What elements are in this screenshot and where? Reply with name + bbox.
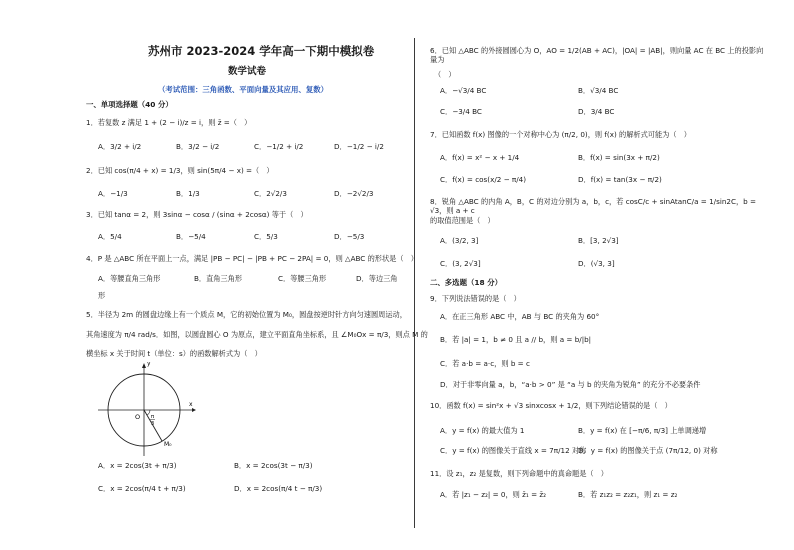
y-axis-arrow [142,363,146,368]
question-5-line-2: 其角速度为 π/4 rad/s．如图，以圆盘圆心 O 为原点，建立平面直角坐标系，且 ∠M₀Ox = π/3，则点 M 的 [86,330,428,339]
x-axis-arrow [192,408,196,412]
q2-option-c[interactable]: C．2√2/3 [254,189,287,198]
q9-option-d[interactable]: D．对于非零向量 a，b，“a·b > 0” 是 “a 与 b 的夹角为锐角” 的充分不必要条件 [440,380,701,389]
q11-option-b[interactable]: B．若 z₁z₂ = z₂z₁，则 z₁ = z₂ [578,490,678,499]
question-6-line-2: （ ） [434,70,456,79]
q3-option-c[interactable]: C．5/3 [254,232,278,241]
q10-option-b[interactable]: B．y = f(x) 在 [−π/6, π/3] 上单调递增 [578,426,707,435]
q5-circle-figure [96,362,196,458]
q7-option-b[interactable]: B．f(x) = sin(3x + π/2) [578,153,660,162]
q7-option-a[interactable]: A．f(x) = x² − x + 1/4 [440,153,520,162]
exam-scope: （考试范围：三角函数、平面向量及其应用、复数） [158,85,328,94]
question-4-stem: 4．P 是 △ABC 所在平面上一点，满足 |PB − PC| − |PB + PC − 2PA| = 0，则 △ABC 的形状是（ ） [86,254,418,263]
question-5-line-3: 横坐标 x 关于时间 t（单位：s）的函数解析式为（ ） [86,349,262,358]
question-3-stem: 3．已知 tanα = 2，则 3sinα − cosα / (sinα + 2cosα) 等于（ ） [86,210,308,219]
q2-option-a[interactable]: A．−1/3 [98,189,128,198]
section-two-heading: 二、多选题（18 分） [430,278,502,287]
q4-option-d-wrap: 形 [98,291,106,300]
origin-label: O [135,413,141,421]
q5-option-a[interactable]: A．x = 2cos(3t + π/3) [98,461,177,470]
q10-option-a[interactable]: A．y = f(x) 的最大值为 1 [440,426,525,435]
question-6-line-1: 6．已知 △ABC 的外接圆圆心为 O，AO = 1/2(AB + AC)，|OA| = |AB|，则向量 AC 在 BC 上的投影向量为 [430,46,764,64]
q1-option-d[interactable]: D．−1/2 − i/2 [334,142,384,151]
q2-option-b[interactable]: B．1/3 [176,189,200,198]
m0-label: M₀ [164,441,172,448]
question-7-stem: 7．已知函数 f(x) 图像的一个对称中心为 (π/2, 0)，则 f(x) 的解析式可能为（ ） [430,130,691,139]
right-column [430,0,770,550]
x-axis-label: x [189,401,193,408]
question-5-line-1: 5．半径为 2m 的圆盘边缘上有一个质点 M，它的初始位置为 M₀，圆盘按逆时针方向匀速圆周运动， [86,310,407,319]
exam-title: 苏州市 2023-2024 学年高一下期中模拟卷 [148,44,375,58]
q10-option-c[interactable]: C．y = f(x) 的图像关于直线 x = 7π/12 对称 [440,446,587,455]
q3-option-d[interactable]: D．−5/3 [334,232,365,241]
q6-option-b[interactable]: B．√3/4 BC [578,86,619,95]
q6-option-d[interactable]: D．3/4 BC [578,107,615,116]
question-2-stem: 2．已知 cos(π/4 + x) = 1/3，则 sin(5π/4 − x) =（ ） [86,166,274,175]
question-10-stem: 10．函数 f(x) = sin²x + √3 sinxcosx + 1/2，则下列结论错误的是（ ） [430,401,672,410]
q4-option-a[interactable]: A．等腰直角三角形 [98,274,161,283]
q4-option-b[interactable]: B．直角三角形 [194,274,243,283]
q8-option-b[interactable]: B．[3, 2√3] [578,236,619,245]
q1-option-c[interactable]: C．−1/2 + i/2 [254,142,304,151]
q5-option-d[interactable]: D．x = 2cos(π/4 t − π/3) [234,484,323,493]
angle-arc [147,410,150,415]
question-1-stem: 1．若复数 z 满足 1 + (2 − i)/z = i，则 z̄ =（ ） [86,118,252,127]
q1-option-a[interactable]: A．3/2 + i/2 [98,142,142,151]
question-9-stem: 9．下列说法错误的是（ ） [430,294,521,303]
q8-option-a[interactable]: A．(3/2, 3] [440,236,479,245]
q7-option-c[interactable]: C．f(x) = cos(x/2 − π/4) [440,175,527,184]
left-column [78,0,428,550]
q3-option-a[interactable]: A．5/4 [98,232,122,241]
q8-option-c[interactable]: C．(3, 2√3] [440,259,481,268]
q4-option-c[interactable]: C．等腰三角形 [278,274,327,283]
y-axis-label: y [147,362,151,367]
q2-option-d[interactable]: D．−2√2/3 [334,189,374,198]
q6-option-c[interactable]: C．−3/4 BC [440,107,482,116]
question-11-stem: 11．设 z₁，z₂ 是复数，则下列命题中的真命题是（ ） [430,469,608,478]
q9-option-b[interactable]: B．若 |a| = 1，b ≠ 0 且 a // b，则 a = b/|b| [440,335,592,344]
q9-option-a[interactable]: A．在正三角形 ABC 中，AB 与 BC 的夹角为 60° [440,312,600,321]
q5-option-c[interactable]: C．x = 2cos(π/4 t + π/3) [98,484,186,493]
q11-option-a[interactable]: A．若 |z₁ − z₂| = 0，则 z̄₁ = z̄₂ [440,490,547,499]
angle-label-pi: π [151,414,155,420]
column-divider [414,38,415,528]
q3-option-b[interactable]: B．−5/4 [176,232,206,241]
q4-option-d[interactable]: D．等边三角 [356,274,398,283]
q7-option-d[interactable]: D．f(x) = tan(3x − π/2) [578,175,662,184]
q9-option-c[interactable]: C．若 a·b = a·c，则 b = c [440,359,530,368]
q6-option-a[interactable]: A．−√3/4 BC [440,86,487,95]
section-one-heading: 一、单项选择题（40 分） [86,100,173,109]
q10-option-d[interactable]: D．y = f(x) 的图像关于点 (7π/12, 0) 对称 [578,446,718,455]
angle-label-three: 3 [151,421,155,427]
q5-option-b[interactable]: B．x = 2cos(3t − π/3) [234,461,313,470]
q8-option-d[interactable]: D．(√3, 3] [578,259,615,268]
q1-option-b[interactable]: B．3/2 − i/2 [176,142,220,151]
question-8-line-2: 的取值范围是（ ） [430,216,495,225]
question-8-line-1: 8．锐角 △ABC 的内角 A，B，C 的对边分别为 a，b，c，若 cosC/c + sinAtanC/a = 1/sin2C，b = √3，则 a + c [430,197,757,215]
exam-subtitle: 数学试卷 [228,66,267,77]
